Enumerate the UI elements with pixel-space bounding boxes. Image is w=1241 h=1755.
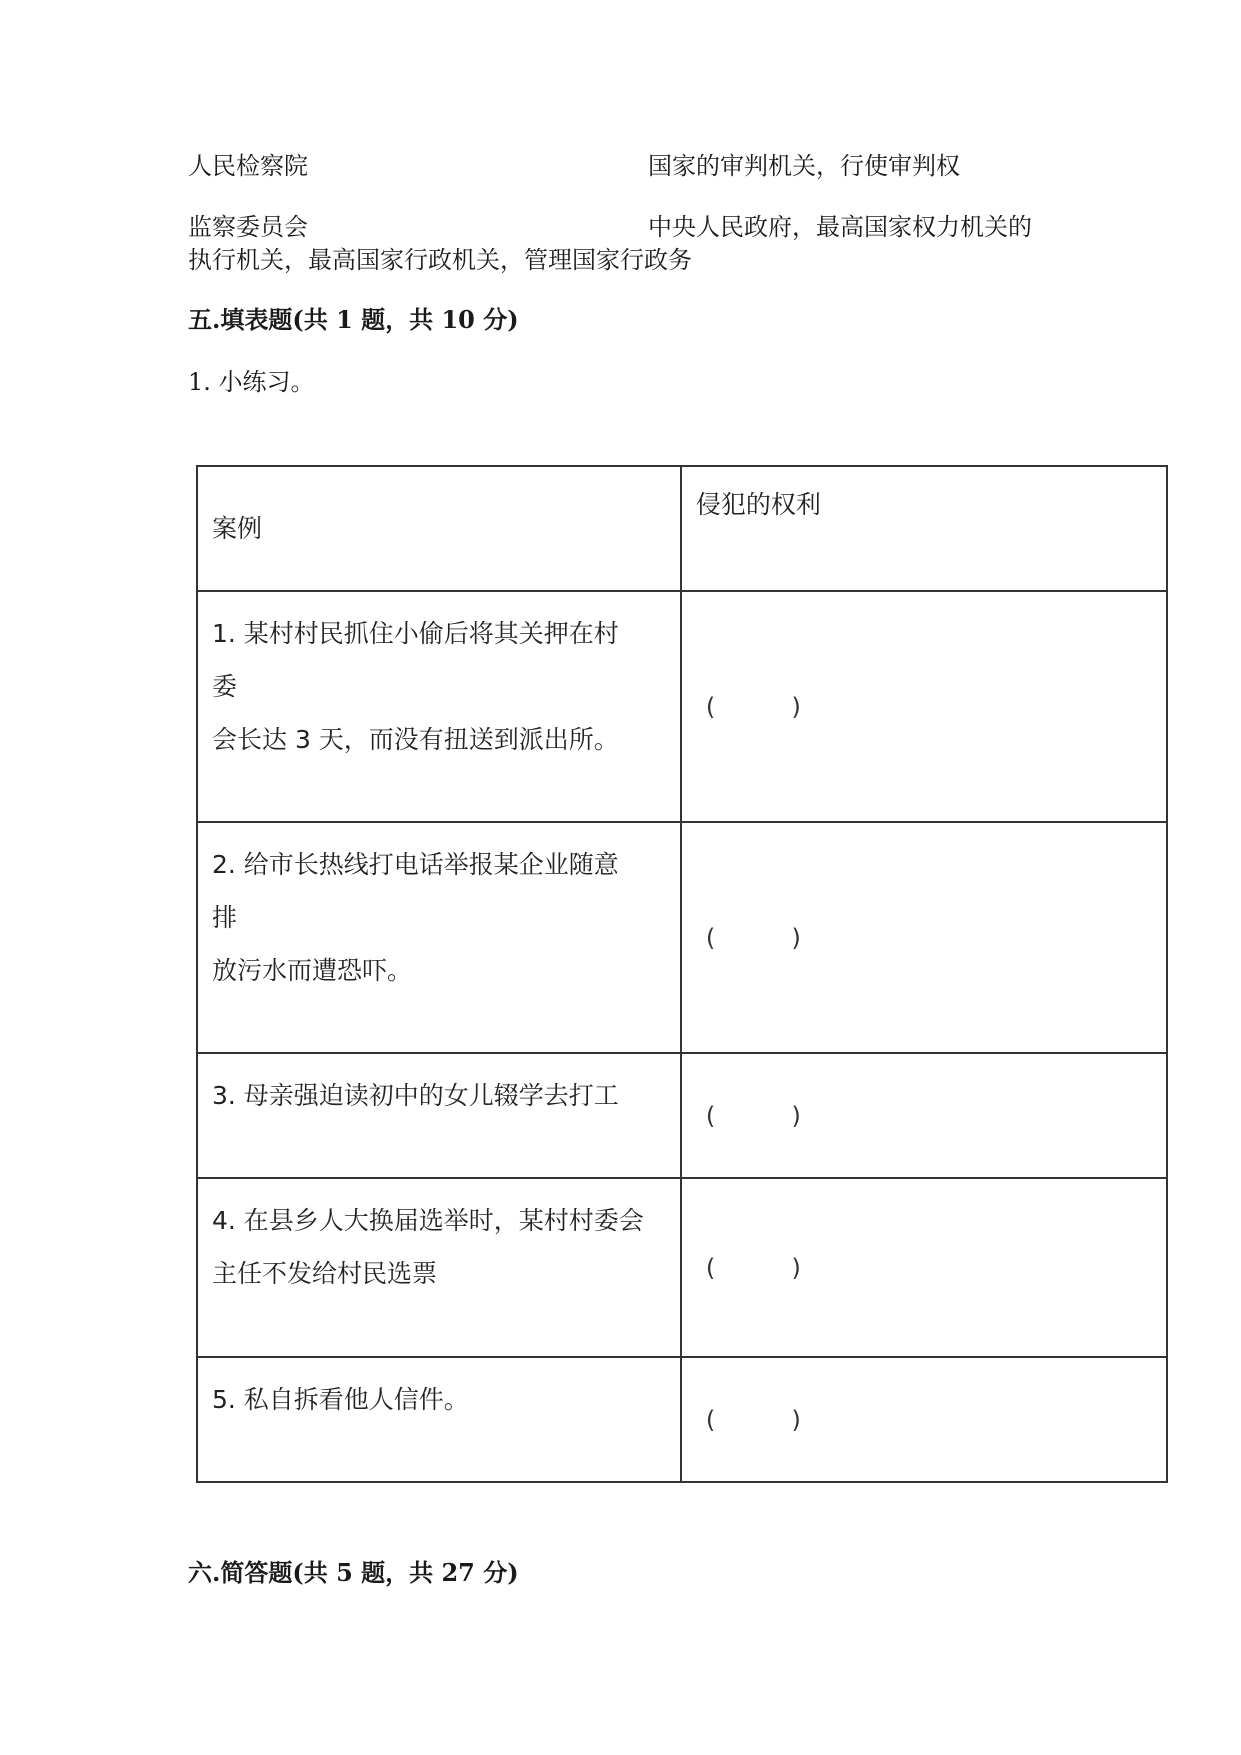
match-left-item-2: 监察委员会 xyxy=(188,213,308,241)
case-text: 3. 母亲强迫读初中的女儿辍学去打工 xyxy=(212,1081,619,1110)
answer-blank[interactable]: ( ) xyxy=(705,1405,801,1434)
table-header-right-label: 侵犯的权利 xyxy=(695,490,821,519)
table-row xyxy=(197,1053,1167,1178)
fill-in-table xyxy=(196,465,1168,1483)
table-row xyxy=(197,591,1167,822)
table-row xyxy=(197,822,1167,1053)
table-header-right xyxy=(681,466,1167,591)
case-text: 4. 在县乡人大换届选举时，某村村委会 主任不发给村民选票 xyxy=(212,1206,644,1288)
table-cell-case xyxy=(197,591,681,822)
match-right-item-2-continuation: 执行机关，最高国家行政机关，管理国家行政务 xyxy=(188,246,692,274)
table-cell-answer[interactable] xyxy=(681,1357,1167,1482)
table-cell-answer[interactable] xyxy=(681,591,1167,822)
table-header-case xyxy=(197,466,681,591)
table-cell-answer[interactable] xyxy=(681,1053,1167,1178)
section-5-heading: 五.填表题(共 1 题，共 10 分) xyxy=(188,305,519,334)
answer-blank[interactable]: ( ) xyxy=(705,923,801,952)
table-cell-answer[interactable] xyxy=(681,1178,1167,1357)
table-cell-case xyxy=(197,1357,681,1482)
table-cell-answer[interactable] xyxy=(681,822,1167,1053)
section-6-heading: 六.简答题(共 5 题，共 27 分) xyxy=(188,1558,519,1587)
match-right-item-1: 国家的审判机关，行使审判权 xyxy=(648,152,960,180)
table-header-row xyxy=(197,466,1167,591)
match-left-item-1: 人民检察院 xyxy=(188,152,308,180)
answer-blank[interactable]: ( ) xyxy=(705,1253,801,1282)
table-row xyxy=(197,1357,1167,1482)
case-text: 1. 某村村民抓住小偷后将其关押在村 委 会长达 3 天，而没有扭送到派出所。 xyxy=(212,619,619,754)
table-cell-case xyxy=(197,1178,681,1357)
answer-blank[interactable]: ( ) xyxy=(705,1101,801,1130)
table-cell-case xyxy=(197,1053,681,1178)
table-row xyxy=(197,1178,1167,1357)
case-text: 5. 私自拆看他人信件。 xyxy=(212,1385,469,1414)
answer-blank[interactable]: ( ) xyxy=(705,692,801,721)
table-cell-case xyxy=(197,822,681,1053)
case-text: 2. 给市长热线打电话举报某企业随意 排 放污水而遭恐吓。 xyxy=(212,850,619,985)
table-header-case-label: 案例 xyxy=(212,514,263,543)
section-5-question: 1. 小练习。 xyxy=(188,368,315,396)
match-right-item-2: 中央人民政府，最高国家权力机关的 xyxy=(648,213,1032,241)
